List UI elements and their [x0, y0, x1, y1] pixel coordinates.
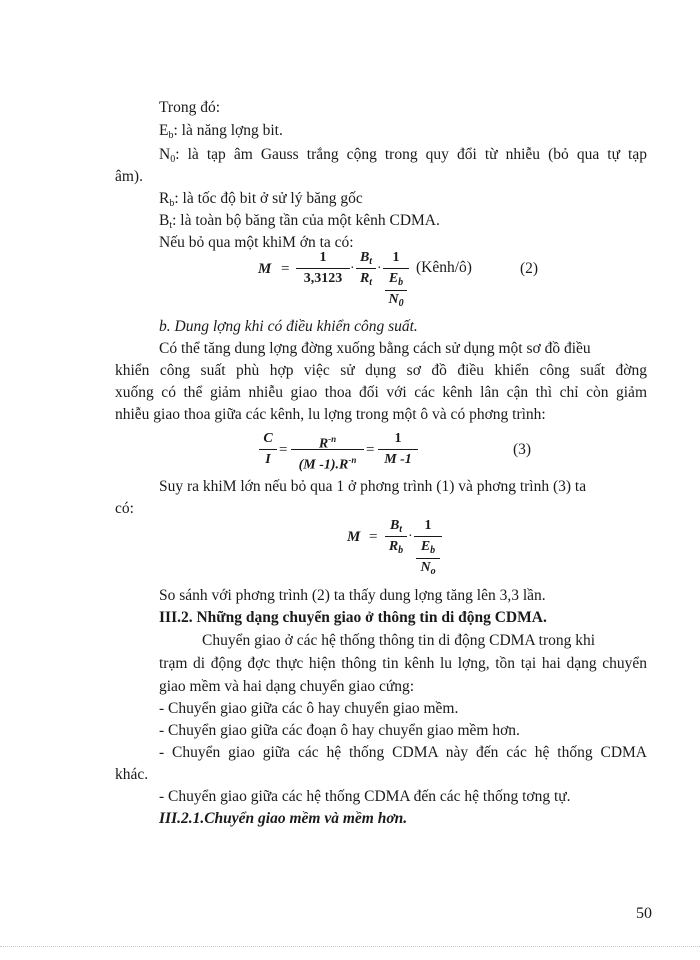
text-line: $R_b$: là tốc độ bit ở sử lý băng gốc — [159, 190, 363, 209]
eq4-dot: · — [408, 529, 413, 544]
eq2-f2-den: $R_t$ — [359, 271, 373, 288]
text-line: xuống có thể giảm nhiễu giao thoa đối với các kênh lân cận thì chỉ còn giảm — [115, 384, 647, 401]
eq4-f2-inner-bar — [416, 558, 440, 559]
eq2-dot2: · — [377, 261, 382, 276]
eq2-f2-bar — [356, 268, 376, 269]
text-line: Nếu bỏ qua một khiM ớn ta có: — [159, 234, 354, 251]
list-item: - Chuyển giao giữa các hệ thống CDMA đến các hệ thống tơng tự. — [159, 788, 571, 805]
eq3-f3-bar — [378, 449, 418, 450]
text-line: Chuyển giao ở các hệ thống thông tin di động CDMA trong khi — [202, 632, 596, 649]
text-line: $N_0$: là tạp âm Gauss trắng cộng trong quy đổi từ nhiễu (bỏ qua tự tạp — [159, 146, 647, 165]
eq4-f1-den: $R_b$ — [388, 539, 404, 556]
eq3-f2-num: $R^{-n}$ — [318, 434, 337, 452]
eq2-f3-inner-num: $E_b$ — [388, 271, 404, 288]
eq3-f1-bar — [259, 449, 277, 450]
eq2-f3-inner-den: $N_0$ — [388, 292, 404, 309]
eq4-f1-bar — [385, 536, 407, 537]
eq3-f2-bar — [291, 449, 364, 450]
text-line: $B_t$: là toàn bộ băng tần của một kênh CDMA. — [159, 212, 440, 231]
text-line: khiển công suất phù hợp việc sử dụng sơ đồ điều khiển công suất đờng — [115, 362, 647, 379]
eq3-f1-den: I — [265, 452, 271, 467]
text-line: có: — [115, 500, 134, 517]
eq4-f2-bar — [414, 536, 442, 537]
eq2-unit: (Kênh/ô) — [416, 259, 472, 276]
eq2-f3-bar — [383, 268, 409, 269]
eq3-f1-num: C — [263, 431, 273, 446]
list-item: - Chuyển giao giữa các đoạn ô hay chuyển giao mềm hơn. — [159, 722, 520, 739]
page-bottom-divider — [0, 946, 700, 947]
section-heading-iii-2-1: III.2.1.Chuyển giao mềm và mềm hơn. — [159, 810, 408, 827]
eq3-f2-den: (M $-1).R^{-n}$ — [298, 455, 357, 473]
eq3-equals-2: = — [366, 442, 375, 458]
eq2-equals: = — [281, 261, 290, 277]
eq2-number: (2) — [520, 260, 539, 277]
text-line: Suy ra khiM lớn nếu bỏ qua 1 ở phơng trình (1) và phơng trình (3) ta — [159, 478, 587, 495]
eq3-equals-1: = — [279, 442, 288, 458]
text-line: nhiễu giao thoa giữa các kênh, lu lợng trong một ô và có phơng trình: — [115, 406, 546, 423]
eq3-f3-num: 1 — [394, 431, 402, 446]
eq3-f3-den: M -1 — [384, 452, 412, 467]
list-item: - Chuyển giao giữa các hệ thống CDMA này đến các hệ thống CDMA — [159, 744, 647, 761]
eq2-f1-den: 3,3123 — [303, 271, 343, 286]
text-line: trạm di động đợc thực hiện thông tin kênh lu lợng, tồn tại hai dạng chuyển — [159, 655, 647, 672]
eq2-f2-num: $B_t$ — [359, 250, 373, 267]
eq4-lhs: M — [347, 529, 361, 545]
eq2-dot1: · — [350, 261, 355, 276]
eq2-f1-num: 1 — [319, 250, 327, 265]
list-item: - Chuyển giao giữa các ô hay chuyển giao mềm. — [159, 700, 459, 717]
eq4-f2-num: 1 — [424, 518, 432, 533]
text-line: $E_b$: là năng lợng bit. — [159, 122, 283, 141]
eq2-f3-num: 1 — [392, 250, 400, 265]
section-heading-iii-2: III.2. Những dạng chuyển giao ở thông tin di động CDMA. — [159, 609, 547, 626]
eq2-f1-bar — [296, 268, 350, 269]
eq3-number: (3) — [513, 441, 532, 458]
text-line: So sánh với phơng trình (2) ta thấy dung lợng tăng lên 3,3 lần. — [159, 587, 546, 604]
eq4-f2-inner-num: $E_b$ — [420, 539, 436, 556]
text-line: âm). — [115, 168, 143, 185]
list-item-continuation: khác. — [115, 766, 149, 783]
text-line: Có thể tăng dung lợng đờng xuống bằng cách sử dụng một sơ đồ điều — [159, 340, 591, 357]
text-line: Trong đó: — [159, 99, 221, 116]
page-number: 50 — [636, 905, 652, 922]
section-heading-b: b. Dung lợng khi có điều khiển công suất. — [159, 318, 418, 335]
eq4-f1-num: $B_t$ — [389, 518, 403, 535]
eq4-equals: = — [369, 529, 378, 545]
text-line: giao mềm và hai dạng chuyển giao cứng: — [159, 678, 415, 695]
eq2-lhs: M — [258, 261, 272, 277]
eq4-f2-inner-den: $N_o$ — [420, 560, 436, 577]
eq2-f3-inner-bar — [385, 290, 407, 291]
